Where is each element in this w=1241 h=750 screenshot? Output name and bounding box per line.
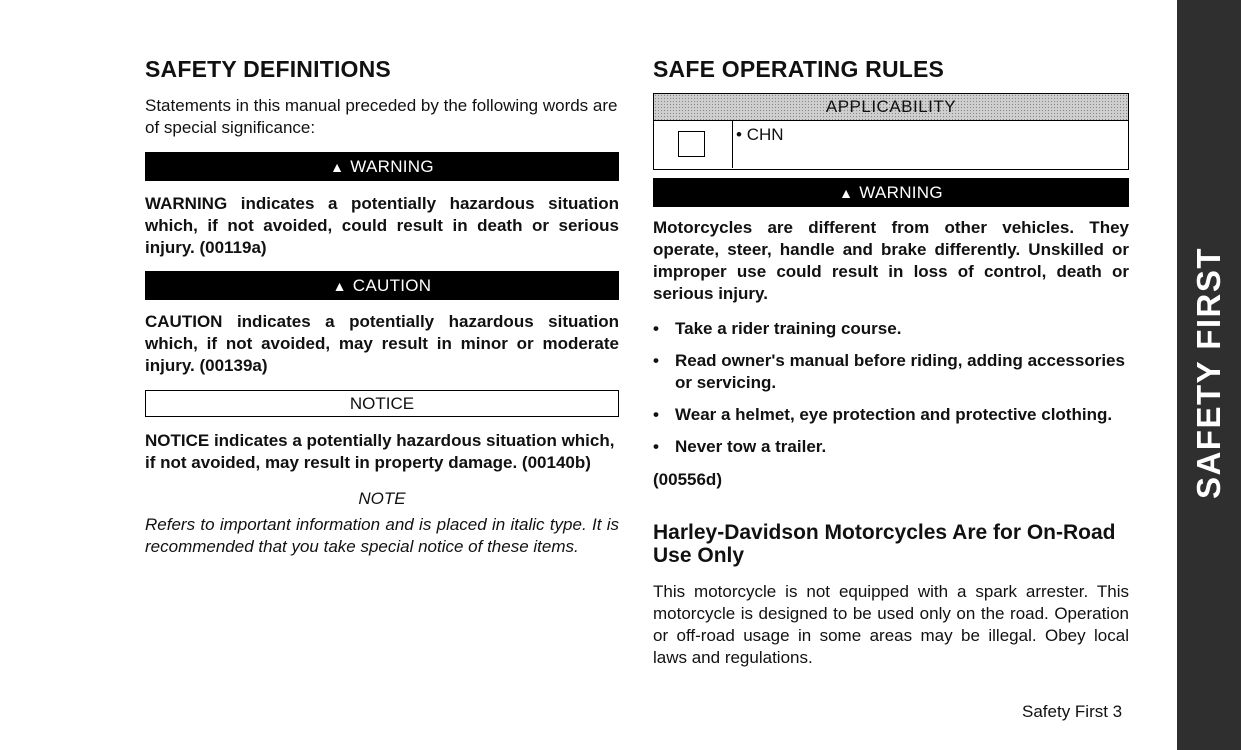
side-section-tab — [1177, 0, 1241, 750]
applicability-item: • CHN — [736, 125, 784, 144]
caution-definition: CAUTION indicates a potentially hazardous situation which, if not avoided, may result in minor or moderate injury. (00139a) — [145, 312, 619, 375]
note-definition: Refers to important information and is placed in italic type. It is recommended that you take special notice of these items. — [145, 515, 619, 556]
side-tab-label: SAFETY FIRST — [1190, 246, 1227, 500]
on-road-heading: Harley-Davidson Motorcycles Are for On-Road Use Only — [653, 521, 1116, 567]
notice-banner — [145, 390, 619, 417]
safety-definitions-title: SAFETY DEFINITIONS — [145, 56, 391, 82]
rules-warning-label: WARNING — [859, 183, 943, 202]
page-footer: Safety First 3 — [1022, 702, 1123, 721]
applicability-header: APPLICABILITY — [654, 94, 1128, 121]
caution-label: CAUTION — [352, 276, 432, 295]
warning-triangle-icon: ▲ — [839, 185, 854, 201]
notice-definition: NOTICE indicates a potentially hazardous situation which, if not avoided, may result in property damage. (00140b) — [145, 431, 615, 472]
applicability-item-text: CHN — [746, 125, 784, 144]
applicability-row — [654, 121, 1128, 168]
applicability-table — [653, 93, 1129, 170]
caution-banner — [145, 271, 619, 300]
warning-banner — [145, 152, 619, 181]
notice-label: NOTICE — [349, 394, 415, 413]
rules-warning-banner — [653, 178, 1129, 207]
applicability-checkbox-cell — [654, 121, 733, 168]
rules-warning-text: Motorcycles are different from other vehicles. They operate, steer, handle and brake differently. Unskilled or improper use could result in loss of control, death or serious injury. — [653, 218, 1129, 303]
rules-bullet-list — [653, 318, 1129, 468]
warning-definition: WARNING indicates a potentially hazardous situation which, if not avoided, could result in death or serious injury. (00119a) — [145, 194, 619, 257]
safe-operating-rules-title: SAFE OPERATING RULES — [653, 56, 945, 82]
warning-triangle-icon: ▲ — [330, 159, 345, 175]
list-item: • Take a rider training course. — [653, 318, 1129, 340]
note-label: NOTE — [358, 489, 406, 508]
caution-triangle-icon: ▲ — [332, 278, 347, 294]
on-road-body: This motorcycle is not equipped with a spark arrester. This motorcycle is designed to be used only on the road. Operation or off-road usage in some areas may be illegal. Obey local laws and regulations. — [653, 582, 1129, 667]
intro-text: Statements in this manual preceded by the following words are of special significance: — [145, 96, 618, 137]
rules-code: (00556d) — [653, 470, 722, 489]
list-item: • Never tow a trailer. — [653, 436, 1129, 458]
applicability-checkbox — [678, 131, 705, 157]
list-item: • Read owner's manual before riding, adding accessories or servicing. — [653, 350, 1129, 394]
list-item: • Wear a helmet, eye protection and protective clothing. — [653, 404, 1129, 426]
warning-label: WARNING — [350, 157, 434, 176]
